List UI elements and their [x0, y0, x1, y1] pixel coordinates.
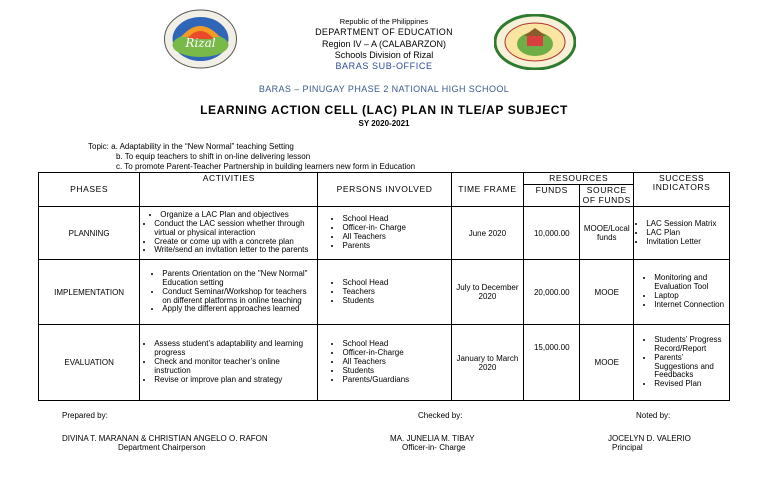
persons-cell	[318, 207, 451, 260]
list-item: • School Head	[342, 215, 448, 224]
prepared-by-role: Department Chairperson	[118, 443, 206, 452]
phase-cell: EVALUATION	[39, 325, 140, 401]
list-item: • Students	[342, 367, 448, 376]
success-cell	[634, 260, 730, 325]
list-item: • Apply the different approaches learned	[162, 305, 315, 314]
funds-cell: 10,000.00	[524, 207, 580, 260]
school-year: SY 2020-2021	[358, 119, 410, 128]
header-activities: ACTIVITIES	[140, 173, 318, 207]
list-item: • Check and monitor teacher’s online instruction	[154, 358, 315, 376]
list-item: • Organize a LAC Plan and objectives	[160, 211, 315, 220]
document-title: LEARNING ACTION CELL (LAC) PLAN IN TLE/AP SUBJECT	[200, 103, 568, 117]
list-item: • Create or come up with a concrete plan	[154, 238, 315, 247]
source-cell: MOOE	[580, 260, 634, 325]
header-persons: PERSONS INVOLVED	[318, 173, 451, 207]
list-item: • Officer-in-Charge	[342, 349, 448, 358]
division-line: Schools Division of Rizal	[334, 50, 434, 60]
funds-cell: 15,000.00	[524, 325, 580, 401]
list-item: • School Head	[342, 340, 448, 349]
persons-cell	[318, 260, 451, 325]
funds-cell: 20,000.00	[524, 260, 580, 325]
list-item: • All Teachers	[342, 358, 448, 367]
list-item: • School Head	[342, 279, 448, 288]
persons-cell	[318, 325, 451, 401]
activities-cell	[140, 207, 318, 260]
list-item: • Parents’ Suggestions and Feedbacks	[654, 354, 727, 381]
prepared-by-name: DIVINA T. MARANAN & CHRISTIAN ANGELO O. RAFON	[62, 434, 268, 443]
header-funds: FUNDS	[524, 185, 580, 207]
list-item: • Monitoring and Evaluation Tool	[654, 274, 727, 292]
header-time-frame: TIME FRAME	[451, 173, 524, 207]
list-item: • Parents Orientation on the "New Normal" Education setting	[162, 270, 315, 288]
phase-cell: IMPLEMENTATION	[39, 260, 140, 325]
activities-cell	[140, 325, 318, 401]
checked-by-role: Officer-in- Charge	[402, 443, 466, 452]
list-item: • All Teachers	[342, 233, 448, 242]
republic-line: Republic of the Philippines	[339, 17, 429, 26]
header-phases: PHASES	[39, 173, 140, 207]
region-line: Region IV – A (CALABARZON)	[321, 39, 447, 49]
list-item: • LAC Session Matrix	[646, 220, 727, 229]
source-cell: MOOE/Local funds	[580, 207, 634, 260]
topic-b: b. To equip teachers to shift in on-line delivering lesson	[116, 152, 311, 161]
list-item: • Students’ Progress Record/Report	[654, 336, 727, 354]
success-cell	[634, 207, 730, 260]
noted-by-label: Noted by:	[636, 411, 671, 420]
header-success-indicators: SUCCESS INDICATORS	[634, 173, 730, 207]
header-source-of-funds: SOURCE OF FUNDS	[580, 185, 634, 207]
list-item: • Assess student’s adaptability and learning progress	[154, 340, 315, 358]
list-item: • Internet Connection	[654, 301, 727, 310]
header-resources: RESOURCES	[524, 173, 634, 185]
noted-by-name: JOCELYN D. VALERIO	[608, 434, 691, 443]
list-item: • Revised Plan	[654, 380, 727, 389]
list-item: • Write/send an invitation letter to the parents	[154, 246, 315, 255]
time-frame-cell: July to December 2020	[451, 260, 524, 325]
checked-by-name: MA. JUNELIA M. TIBAY	[390, 434, 475, 443]
list-item: • Parents/Guardians	[342, 376, 448, 385]
lac-plan-table	[38, 172, 730, 401]
time-frame-cell: June 2020	[451, 207, 524, 260]
topic-c: c. To promote Parent-Teacher Partnership in building learners new form in Education	[116, 162, 416, 171]
list-item: • Teachers	[342, 288, 448, 297]
table-row	[39, 325, 730, 401]
list-item: • Revise or improve plan and strategy	[154, 376, 315, 385]
phase-cell: PLANNING	[39, 207, 140, 260]
table-row	[39, 207, 730, 260]
time-frame-cell: January to March 2020	[451, 325, 524, 401]
list-item: • Parents	[342, 242, 448, 251]
suboffice-line: BARAS SUB-OFFICE	[335, 61, 433, 71]
list-item: • Laptop	[654, 292, 727, 301]
list-item: • Invitation Letter	[646, 238, 727, 247]
department-line: DEPARTMENT OF EDUCATION	[315, 27, 453, 37]
list-item: • LAC Plan	[646, 229, 727, 238]
list-item: • Officer-in- Charge	[342, 224, 448, 233]
list-item: • Conduct Seminar/Workshop for teachers on different platforms in online teaching	[162, 288, 315, 306]
activities-cell	[140, 260, 318, 325]
topic-a: Topic: a. Adaptability in the “New Normal” teaching Setting	[88, 142, 294, 151]
list-item: • Conduct the LAC session whether through virtual or physical interaction	[154, 220, 315, 238]
checked-by-label: Checked by:	[418, 411, 463, 420]
seal-lettering: Rizal	[185, 36, 216, 50]
success-cell	[634, 325, 730, 401]
school-name: BARAS – PINUGAY PHASE 2 NATIONAL HIGH SCHOOL	[258, 84, 510, 94]
table-row	[39, 260, 730, 325]
prepared-by-label: Prepared by:	[62, 411, 108, 420]
list-item: • Students	[342, 297, 448, 306]
noted-by-role: Principal	[612, 443, 643, 452]
source-cell: MOOE	[580, 325, 634, 401]
